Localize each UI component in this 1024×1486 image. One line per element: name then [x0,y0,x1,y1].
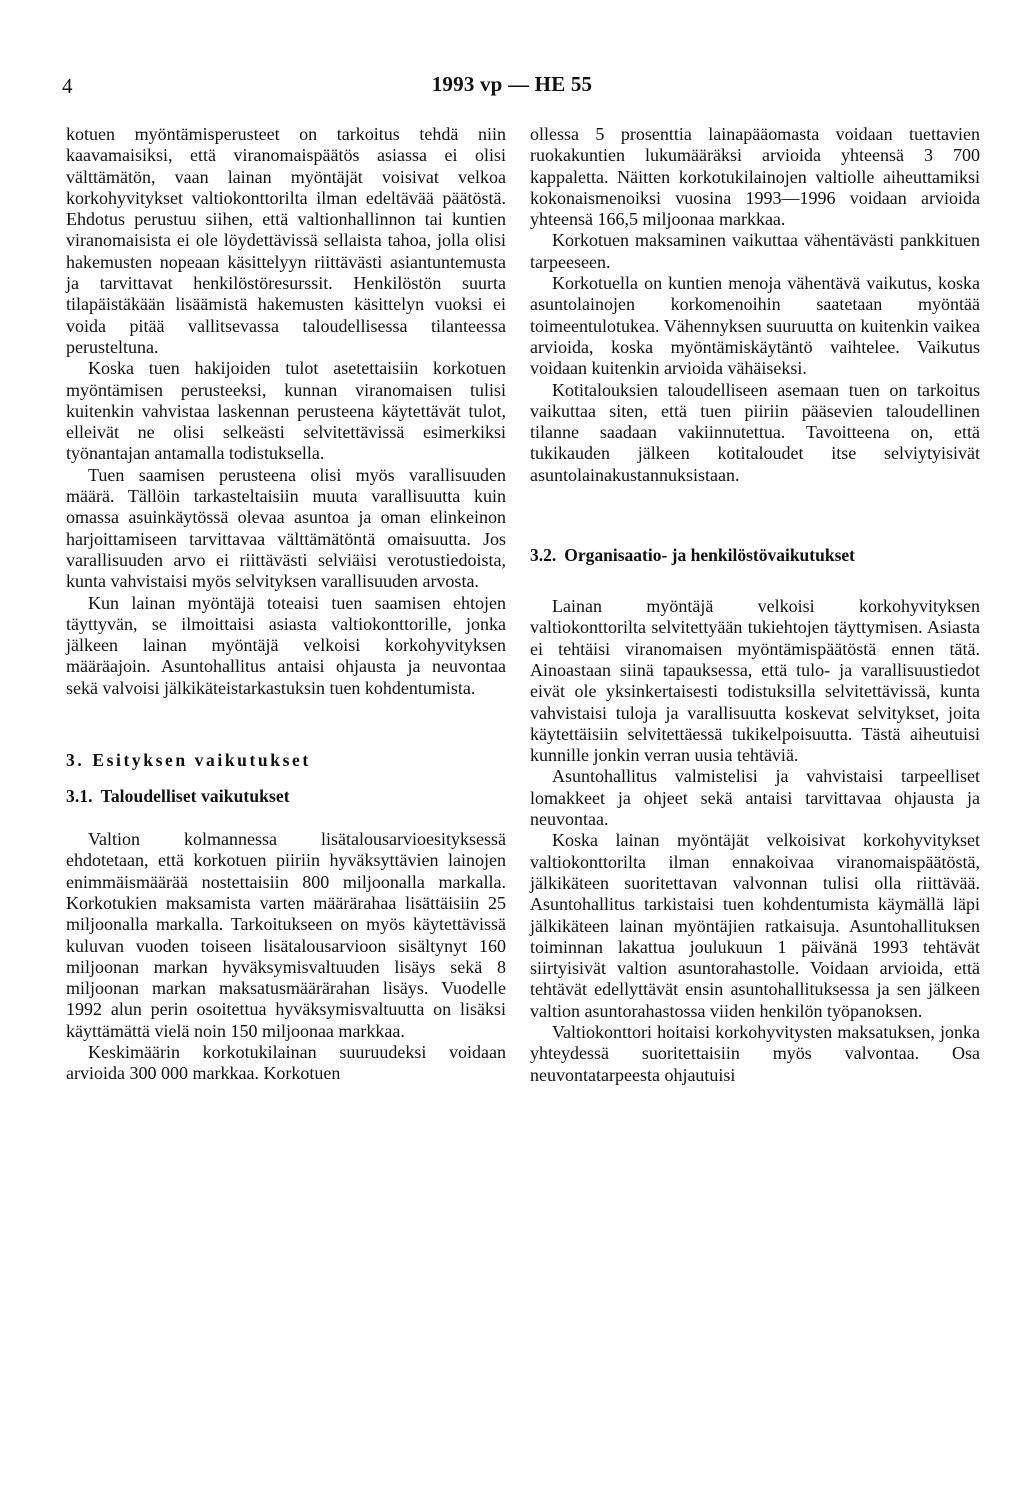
page-number: 4 [62,74,73,98]
section-heading-3 [66,749,506,771]
paragraph: ollessa 5 prosenttia lainapääomasta voidaan tuettavien ruokakuntien lukumääräksi arvioida yhteensä 3 700 kappaletta. Näitten korkotukilainojen valtiolle aiheuttamiksi kokonaismenoiksi vuosina 1993—1996 voidaan arvioida yhteensä 166,5 miljoonaa markkaa. [530,124,980,230]
paragraph: Valtion kolmannessa lisätalousarvioesityksessä ehdotetaan, että korkotuen piiriin hyväksyttävien lainojen enimmäismäärää nostettaisiin 800 miljoonalla markalla. Korkotukien maksamista varten määrärahaa lisättäisiin 25 miljoonalla markalla. Tarkoitukseen on myös käytettävissä kuluvan vuoden toiseen lisätalousarvioon sisältynyt 160 miljoonan markan hyväksymisvaltuuden lisäys sekä 8 miljoonan markan maksatusmäärärahan lisäys. Vuodelle 1992 alun perin osoitettua hyväksymisvaltuutta on lisäksi käyttämättä vielä noin 150 miljoonaa markkaa. [66,829,506,1041]
paragraph: Valtiokonttori hoitaisi korkohyvitysten maksatuksen, jonka yhteydessä suoritettaisiin myös valvontaa. Osa neuvontatarpeesta ohjautuisi [530,1021,980,1085]
section-title: Organisaatio- ja henkilöstövaikutukset [564,545,855,566]
paragraph: Asuntohallitus valmistelisi ja vahvistaisi tarpeelliset lomakkeet ja ohjeet sekä antaisi tarvittavaa ohjausta ja neuvontaa. [530,766,980,830]
section-title: Esityksen vaikutukset [92,750,311,771]
paragraph: Lainan myöntäjä velkoisi korkohyvityksen valtiokonttorilta selvitettyään tukiehtojen täyttymisen. Asiasta ei tehtäisi viranomaisen myöntämispäätöstä ennen tätä. Ainoastaan siinä tapauksessa, että tulo- ja varallisuustiedot eivät ole yksinkertaisesti todistuksilla selvitettävissä, kunta vahvistaisi tuloja ja varallisuutta koskevat selvitykset, joita käytettäisiin selvitettäessä tukikelpoisuutta. Tästä aiheutuisi kunnille jonkin verran uusia tehtäviä. [530,596,980,766]
right-column [530,124,980,1086]
section-number: 3.2. [530,545,557,566]
paragraph: Korkotuella on kuntien menoja vähentävä vaikutus, koska asuntolainojen korkomenoihin saatetaan myöntää toimeentulotukea. Vähennyksen suuruutta on kuitenkin vaikea arvioida, koska myöntämiskäytäntö vaihtelee. Vaikutus voidaan kuitenkin arvioida vähäiseksi. [530,273,980,379]
left-column [66,124,506,1085]
section-number: 3. [66,750,85,771]
section-title: Taloudelliset vaikutukset [100,786,290,807]
paragraph: Kotitalouksien taloudelliseen asemaan tuen on tarkoitus vaikuttaa siten, että tuen piiriin pääsevien taloudellinen tilanne saadaan vakiinnutettua. Tavoitteena on, että tukikauden jälkeen kotitaloudet itse selviytyisivät asuntolainakustannuksistaan. [530,379,980,485]
paragraph: Koska tuen hakijoiden tulot asetettaisiin korkotuen myöntämisen perusteeksi, kunnan viranomaisen tulisi kuitenkin vahvistaa laskennan perusteena käytettävät tulot, elleivät ne olisi selkeästi selvitettävissä esimerkiksi työnantajan antamalla todistuksella. [66,358,506,464]
paragraph: Korkotuen maksaminen vaikuttaa vähentävästi pankkituen tarpeeseen. [530,230,980,272]
paragraph: Keskimäärin korkotukilainan suuruudeksi voidaan arvioida 300 000 markkaa. Korkotuen [66,1041,506,1084]
running-head: 1993 vp — HE 55 [431,72,593,96]
paragraph: Koska lainan myöntäjät velkoisivat korkohyvitykset valtiokonttorilta ilman ennakoivaa viranomaispäätöstä, jälkikäteen suoritettavan valvonnan tulisi olla riittävää. Asuntohallitus tarkistaisi tuen kohdentumista käymällä läpi jälkikäteen lainan myöntäjien ratkaisuja. Asuntohallituksen toiminnan lakattua joulukuun 1 päivänä 1993 tehtävät siirtyisivät valtion asuntorahastolle. Voidaan arvioida, että tehtävät edellyttävät ensin asuntohallituksessa ja sen jälkeen valtion asuntorahastossa viiden henkilön työpanoksen. [530,830,980,1021]
section-heading-3-2 [530,544,980,566]
paragraph: Tuen saamisen perusteena olisi myös varallisuuden määrä. Tällöin tarkasteltaisiin muuta varallisuutta kuin omassa asuinkäytössä olevaa asuntoa ja oman elinkeinon harjoittamiseen tarvittavaa välttämätöntä omaisuutta. Jos varallisuuden arvo ei riittävästi selviäisi verotustiedoista, kunta vahvistaisi myös selvityksen varallisuuden arvosta. [66,464,506,592]
paragraph: kotuen myöntämisperusteet on tarkoitus tehdä niin kaavamaisiksi, että viranomaispäätös asiassa ei olisi välttämätön, vaan lainan myöntäjät voisivat velkoa korkohyvitykset valtiokonttorilta ilman edeltävää päätöstä. Ehdotus perustuu siihen, että valtionhallinnon tai kuntien viranomaisista ei ole löydettävissä sellaista tahoa, jolla olisi hakemusten nopeaan käsittelyyn riittävästi asiantuntemusta ja tarvittavat henkilöstöresurssit. Henkilöstön suurta tilapäistäkään lisäämistä hakemusten käsittelyn vuoksi ei voida pitää vallitsevassa taloudellisessa tilanteessa perusteltuna. [66,124,506,357]
section-number: 3.1. [66,786,93,807]
section-heading-3-1 [66,785,506,807]
paragraph: Kun lainan myöntäjä toteaisi tuen saamisen ehtojen täyttyvän, se ilmoittaisi asiasta valtiokonttorille, jonka jälkeen lainan myöntäjä velkoisi korkohyvityksen määräajoin. Asuntohallitus antaisi ohjausta ja neuvontaa sekä valvoisi jälkikäteistarkastuksin tuen kohdentumista. [66,592,506,698]
